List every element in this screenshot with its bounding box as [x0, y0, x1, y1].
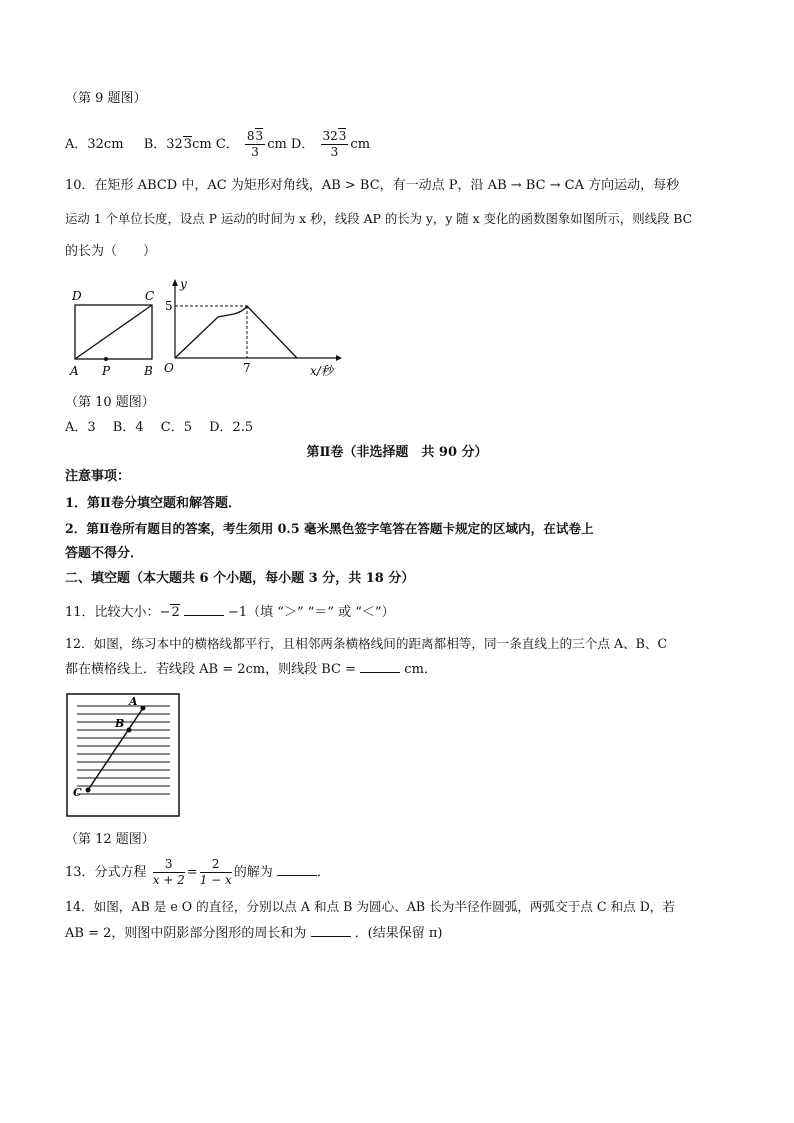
q14-line-2	[65, 924, 442, 944]
q9-option-c-fraction	[245, 129, 265, 160]
q14-answer-blank[interactable]	[311, 924, 351, 937]
label-y-axis: y	[180, 277, 187, 291]
q12-notebook-figure	[65, 692, 185, 820]
label-p: P	[102, 364, 111, 378]
q9-option-b-prefix: B．32	[143, 137, 183, 152]
q12-line-1: 12．如图，练习本中的横格线都平行，且相邻两条横格线间的距离都相等，同一条直线上的三个点 A、B、C	[65, 636, 668, 651]
q12-line-2-suffix: cm．	[404, 662, 437, 677]
q12-answer-blank[interactable]	[360, 660, 400, 673]
notice-item-1: 1．第Ⅱ卷分填空题和解答题．	[65, 496, 242, 511]
label-d: D	[72, 289, 82, 303]
q9-option-c-den: 3	[251, 145, 259, 159]
q12-caption: （第 12 题图）	[65, 832, 155, 847]
label-five: 5	[165, 299, 173, 313]
q13-fraction-right	[200, 857, 232, 888]
q13-prefix: 13．分式方程	[65, 865, 147, 880]
label-a: A	[70, 364, 79, 378]
q10-options: A．3 B．4 C．5 D．2.5	[65, 420, 254, 435]
label-origin: O	[164, 361, 174, 375]
q9-caption: （第 9 题图）	[65, 91, 147, 106]
q9-option-c-suffix: cm D．	[267, 137, 315, 152]
q10-line-2: 运动 1 个单位长度，设点 P 运动的时间为 x 秒，线段 AP 的长为 y，y 随 x 变化的函数图象如图所示，则线段 BC	[65, 211, 693, 226]
q13-fraction-right-den: 1 − x	[199, 873, 232, 887]
label-c: C	[145, 289, 155, 303]
point-a-marker	[141, 706, 146, 711]
q14-line-2-suffix: ．(结果保留 π)	[354, 926, 443, 941]
q11-radicand: 2	[171, 605, 180, 620]
label-a: A	[129, 695, 138, 708]
q9-option-d-num: 32	[322, 129, 338, 143]
q13-fraction-left-den: x + 2	[152, 873, 185, 887]
function-curve	[175, 306, 297, 358]
q13-fraction-left-num: 3	[153, 857, 185, 873]
q11-prefix: 11．比较大小：−	[65, 605, 171, 620]
label-seven: 7	[243, 361, 251, 375]
diagonal-ac	[75, 305, 152, 359]
q10-line-3: 的长为（ ）	[65, 244, 157, 259]
q10-function-graph	[160, 276, 345, 380]
q9-option-d-radicand: 3	[338, 129, 347, 143]
label-x-axis: x/秒	[310, 364, 333, 378]
label-c: C	[73, 786, 82, 799]
label-b: B	[115, 717, 125, 730]
q14-line-2-prefix: AB = 2，则图中阴影部分图形的周长和为	[65, 926, 307, 941]
point-c-marker	[86, 788, 91, 793]
q11	[65, 603, 395, 623]
q14-line-1: 14．如图，AB 是 e O 的直径，分别以点 A 和点 B 为圆心、AB 长为半径作圆弧，两弧交于点 C 和点 D，若	[65, 899, 675, 914]
q13-equals: =	[186, 865, 198, 880]
q9-option-b-suffix: cm C．	[192, 137, 239, 152]
notice-item-2: 2．第Ⅱ卷所有题目的答案，考生须用 0.5 毫米黑色签字笔答在答题卡规定的区域内，在试卷上	[65, 521, 594, 536]
x-axis-arrow	[336, 355, 342, 361]
q10-caption: （第 10 题图）	[65, 395, 155, 410]
q9-option-d-suffix: cm	[350, 137, 371, 152]
y-axis-arrow	[172, 279, 178, 286]
q11-answer-blank[interactable]	[184, 603, 224, 616]
q13-end: ．	[316, 865, 330, 880]
q10-rectangle-figure	[65, 285, 165, 380]
q9-option-d-den: 3	[330, 145, 339, 159]
part2-title: 第Ⅱ卷（非选择题 共 90 分）	[306, 445, 488, 460]
notebook-border	[67, 694, 179, 816]
q13	[65, 856, 330, 890]
q13-suffix: 的解为	[233, 865, 273, 880]
q9-option-b-radicand: 3	[183, 137, 193, 152]
point-p-marker	[104, 357, 108, 361]
q11-suffix: −1（填 “＞” “＝” 或 “＜”）	[228, 605, 395, 620]
notice-heading: 注意事项：	[65, 469, 131, 484]
q9-options	[65, 128, 370, 162]
q13-fraction-right-num: 2	[200, 857, 232, 873]
label-b: B	[144, 364, 153, 378]
section-fill-blank-heading: 二、填空题（本大题共 6 个小题，每小题 3 分，共 18 分）	[65, 571, 415, 586]
q12-line-2	[65, 660, 437, 680]
q12-line-2-prefix: 都在横格线上．若线段 AB = 2cm，则线段 BC =	[65, 662, 357, 677]
q9-option-d-fraction	[321, 129, 349, 160]
q9-option-a: A．32cm	[65, 137, 124, 152]
q9-option-c-radicand: 3	[255, 129, 264, 143]
notice-item-2-cont: 答题不得分．	[65, 546, 144, 561]
q10-line-1: 10．在矩形 ABCD 中，AC 为矩形对角线，AB > BC，有一动点 P，沿 AB → BC → CA 方向运动，每秒	[65, 178, 680, 193]
q13-fraction-left	[153, 857, 185, 888]
point-b-marker	[127, 728, 132, 733]
q13-answer-blank[interactable]	[277, 863, 317, 876]
q9-option-c-num: 8	[246, 129, 255, 143]
